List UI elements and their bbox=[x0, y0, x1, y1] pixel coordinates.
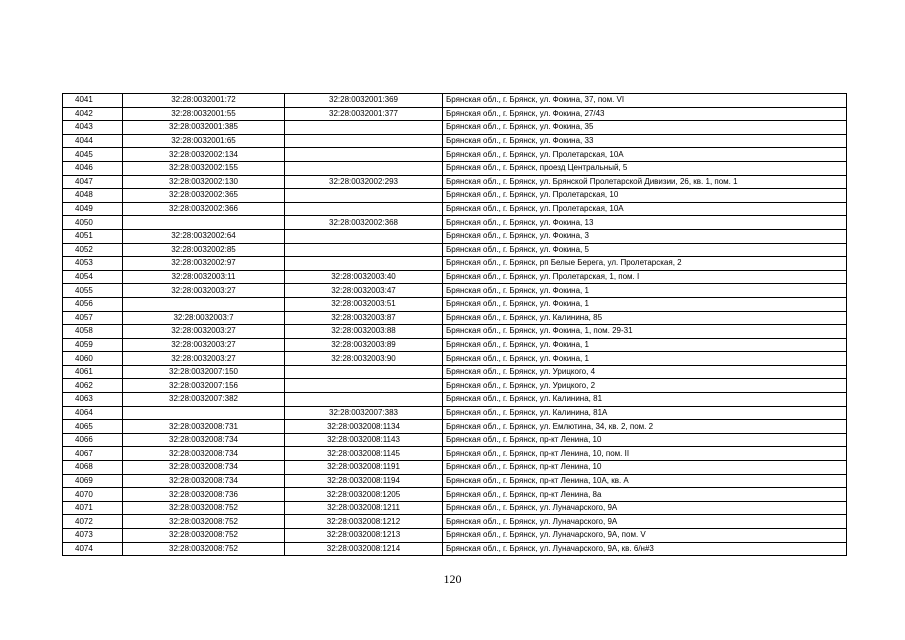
table-row bbox=[63, 352, 847, 366]
address-cell: Брянская обл., г. Брянск, рп Белые Берега, ул. Пролетарская, 2 bbox=[443, 257, 847, 271]
cadastral-number-cell: 32:28:0032008:736 bbox=[123, 488, 285, 502]
row-number-cell: 4067 bbox=[63, 447, 123, 461]
table-row bbox=[63, 501, 847, 515]
address-cell: Брянская обл., г. Брянск, ул. Фокина, 1 bbox=[443, 352, 847, 366]
cadastral-number-cell: 32:28:0032008:734 bbox=[123, 433, 285, 447]
object-cadastral-number-cell: 32:28:0032008:1143 bbox=[285, 433, 443, 447]
table-row bbox=[63, 365, 847, 379]
row-number-cell: 4045 bbox=[63, 148, 123, 162]
address-cell: Брянская обл., г. Брянск, ул. Фокина, 1, пом. 29-31 bbox=[443, 325, 847, 339]
address-cell: Брянская обл., г. Брянск, ул. Фокина, 33 bbox=[443, 134, 847, 148]
cadastral-number-cell: 32:28:0032008:752 bbox=[123, 542, 285, 556]
cadastral-number-cell: 32:28:0032008:752 bbox=[123, 529, 285, 543]
table-row bbox=[63, 542, 847, 556]
object-cadastral-number-cell: 32:28:0032008:1191 bbox=[285, 461, 443, 475]
cadastral-number-cell: 32:28:0032001:72 bbox=[123, 94, 285, 108]
table-row bbox=[63, 107, 847, 121]
cadastral-number-cell bbox=[123, 406, 285, 420]
cadastral-number-cell: 32:28:0032002:134 bbox=[123, 148, 285, 162]
address-cell: Брянская обл., г. Брянск, пр-кт Ленина, 10 bbox=[443, 433, 847, 447]
row-number-cell: 4065 bbox=[63, 420, 123, 434]
object-cadastral-number-cell: 32:28:0032003:89 bbox=[285, 338, 443, 352]
row-number-cell: 4069 bbox=[63, 474, 123, 488]
object-cadastral-number-cell: 32:28:0032007:383 bbox=[285, 406, 443, 420]
row-number-cell: 4072 bbox=[63, 515, 123, 529]
row-number-cell: 4053 bbox=[63, 257, 123, 271]
table-row bbox=[63, 515, 847, 529]
address-cell: Брянская обл., г. Брянск, ул. Урицкого, 2 bbox=[443, 379, 847, 393]
object-cadastral-number-cell bbox=[285, 202, 443, 216]
address-cell: Брянская обл., г. Брянск, пр-кт Ленина, 10 bbox=[443, 461, 847, 475]
table-row bbox=[63, 148, 847, 162]
object-cadastral-number-cell: 32:28:0032008:1134 bbox=[285, 420, 443, 434]
object-cadastral-number-cell bbox=[285, 161, 443, 175]
object-cadastral-number-cell bbox=[285, 365, 443, 379]
address-cell: Брянская обл., г. Брянск, ул. Пролетарская, 10 bbox=[443, 189, 847, 203]
cadastral-number-cell: 32:28:0032001:65 bbox=[123, 134, 285, 148]
row-number-cell: 4046 bbox=[63, 161, 123, 175]
cadastral-number-cell: 32:28:0032003:27 bbox=[123, 352, 285, 366]
object-cadastral-number-cell bbox=[285, 148, 443, 162]
address-cell: Брянская обл., г. Брянск, ул. Фокина, 1 bbox=[443, 284, 847, 298]
table-row bbox=[63, 121, 847, 135]
table-row bbox=[63, 420, 847, 434]
object-cadastral-number-cell: 32:28:0032003:87 bbox=[285, 311, 443, 325]
cadastral-number-cell: 32:28:0032007:156 bbox=[123, 379, 285, 393]
row-number-cell: 4054 bbox=[63, 270, 123, 284]
row-number-cell: 4057 bbox=[63, 311, 123, 325]
table-row bbox=[63, 433, 847, 447]
object-cadastral-number-cell: 32:28:0032001:369 bbox=[285, 94, 443, 108]
cadastral-number-cell: 32:28:0032002:130 bbox=[123, 175, 285, 189]
cadastral-number-cell: 32:28:0032007:382 bbox=[123, 393, 285, 407]
object-cadastral-number-cell bbox=[285, 229, 443, 243]
row-number-cell: 4050 bbox=[63, 216, 123, 230]
cadastral-number-cell: 32:28:0032003:27 bbox=[123, 284, 285, 298]
row-number-cell: 4070 bbox=[63, 488, 123, 502]
address-cell: Брянская обл., г. Брянск, ул. Калинина, 85 bbox=[443, 311, 847, 325]
object-cadastral-number-cell: 32:28:0032002:293 bbox=[285, 175, 443, 189]
address-cell: Брянская обл., г. Брянск, ул. Луначарского, 9А bbox=[443, 501, 847, 515]
table-row bbox=[63, 189, 847, 203]
row-number-cell: 4058 bbox=[63, 325, 123, 339]
address-cell: Брянская обл., г. Брянск, проезд Центральный, 5 bbox=[443, 161, 847, 175]
row-number-cell: 4062 bbox=[63, 379, 123, 393]
table-row bbox=[63, 338, 847, 352]
address-cell: Брянская обл., г. Брянск, ул. Фокина, 1 bbox=[443, 297, 847, 311]
table-row bbox=[63, 488, 847, 502]
object-cadastral-number-cell: 32:28:0032002:368 bbox=[285, 216, 443, 230]
cadastral-number-cell: 32:28:0032008:734 bbox=[123, 474, 285, 488]
object-cadastral-number-cell: 32:28:0032003:47 bbox=[285, 284, 443, 298]
object-cadastral-number-cell: 32:28:0032008:1205 bbox=[285, 488, 443, 502]
row-number-cell: 4044 bbox=[63, 134, 123, 148]
row-number-cell: 4073 bbox=[63, 529, 123, 543]
object-cadastral-number-cell: 32:28:0032008:1145 bbox=[285, 447, 443, 461]
row-number-cell: 4041 bbox=[63, 94, 123, 108]
object-cadastral-number-cell bbox=[285, 379, 443, 393]
table-row bbox=[63, 406, 847, 420]
table-row bbox=[63, 461, 847, 475]
cadastral-number-cell: 32:28:0032008:752 bbox=[123, 515, 285, 529]
row-number-cell: 4059 bbox=[63, 338, 123, 352]
object-cadastral-number-cell bbox=[285, 393, 443, 407]
table-row bbox=[63, 393, 847, 407]
row-number-cell: 4056 bbox=[63, 297, 123, 311]
address-cell: Брянская обл., г. Брянск, ул. Пролетарская, 1, пом. I bbox=[443, 270, 847, 284]
object-cadastral-number-cell: 32:28:0032008:1213 bbox=[285, 529, 443, 543]
cadastral-number-cell: 32:28:0032007:150 bbox=[123, 365, 285, 379]
address-cell: Брянская обл., г. Брянск, ул. Пролетарская, 10А bbox=[443, 148, 847, 162]
table-row bbox=[63, 529, 847, 543]
table-row bbox=[63, 325, 847, 339]
address-cell: Брянская обл., г. Брянск, ул. Фокина, 1 bbox=[443, 338, 847, 352]
object-cadastral-number-cell bbox=[285, 121, 443, 135]
object-cadastral-number-cell: 32:28:0032001:377 bbox=[285, 107, 443, 121]
object-cadastral-number-cell: 32:28:0032003:90 bbox=[285, 352, 443, 366]
cadastral-number-cell: 32:28:0032002:64 bbox=[123, 229, 285, 243]
address-cell: Брянская обл., г. Брянск, ул. Фокина, 27/43 bbox=[443, 107, 847, 121]
row-number-cell: 4048 bbox=[63, 189, 123, 203]
table-row bbox=[63, 297, 847, 311]
page-number: 120 bbox=[443, 572, 462, 586]
table-row bbox=[63, 447, 847, 461]
row-number-cell: 4052 bbox=[63, 243, 123, 257]
cadastral-number-cell: 32:28:0032002:366 bbox=[123, 202, 285, 216]
row-number-cell: 4061 bbox=[63, 365, 123, 379]
row-number-cell: 4051 bbox=[63, 229, 123, 243]
address-cell: Брянская обл., г. Брянск, ул. Калинина, 81 bbox=[443, 393, 847, 407]
object-cadastral-number-cell bbox=[285, 257, 443, 271]
cadastral-number-cell: 32:28:0032001:385 bbox=[123, 121, 285, 135]
object-cadastral-number-cell: 32:28:0032008:1214 bbox=[285, 542, 443, 556]
row-number-cell: 4068 bbox=[63, 461, 123, 475]
table-row bbox=[63, 379, 847, 393]
row-number-cell: 4047 bbox=[63, 175, 123, 189]
address-cell: Брянская обл., г. Брянск, ул. Луначарского, 9А bbox=[443, 515, 847, 529]
cadastral-number-cell: 32:28:0032001:55 bbox=[123, 107, 285, 121]
table-row bbox=[63, 175, 847, 189]
table-row bbox=[63, 284, 847, 298]
table-row bbox=[63, 134, 847, 148]
cadastral-number-cell: 32:28:0032008:752 bbox=[123, 501, 285, 515]
address-cell: Брянская обл., г. Брянск, пр-кт Ленина, 8а bbox=[443, 488, 847, 502]
object-cadastral-number-cell: 32:28:0032003:40 bbox=[285, 270, 443, 284]
row-number-cell: 4064 bbox=[63, 406, 123, 420]
row-number-cell: 4049 bbox=[63, 202, 123, 216]
address-cell: Брянская обл., г. Брянск, ул. Фокина, 35 bbox=[443, 121, 847, 135]
row-number-cell: 4074 bbox=[63, 542, 123, 556]
cadastral-number-cell: 32:28:0032003:11 bbox=[123, 270, 285, 284]
table-row bbox=[63, 94, 847, 108]
address-cell: Брянская обл., г. Брянск, пр-кт Ленина, 10А, кв. А bbox=[443, 474, 847, 488]
address-cell: Брянская обл., г. Брянск, ул. Фокина, 37, пом. VI bbox=[443, 94, 847, 108]
row-number-cell: 4055 bbox=[63, 284, 123, 298]
cadastral-table bbox=[62, 93, 847, 556]
table-row bbox=[63, 161, 847, 175]
row-number-cell: 4060 bbox=[63, 352, 123, 366]
cadastral-number-cell: 32:28:0032002:155 bbox=[123, 161, 285, 175]
object-cadastral-number-cell bbox=[285, 134, 443, 148]
address-cell: Брянская обл., г. Брянск, ул. Брянской Пролетарской Дивизии, 26, кв. 1, пом. 1 bbox=[443, 175, 847, 189]
row-number-cell: 4071 bbox=[63, 501, 123, 515]
cadastral-number-cell: 32:28:0032008:731 bbox=[123, 420, 285, 434]
table-row bbox=[63, 202, 847, 216]
address-cell: Брянская обл., г. Брянск, ул. Луначарского, 9А, пом. V bbox=[443, 529, 847, 543]
object-cadastral-number-cell: 32:28:0032008:1211 bbox=[285, 501, 443, 515]
object-cadastral-number-cell: 32:28:0032008:1212 bbox=[285, 515, 443, 529]
object-cadastral-number-cell: 32:28:0032008:1194 bbox=[285, 474, 443, 488]
address-cell: Брянская обл., г. Брянск, пр-кт Ленина, 10, пом. II bbox=[443, 447, 847, 461]
address-cell: Брянская обл., г. Брянск, ул. Пролетарская, 10А bbox=[443, 202, 847, 216]
cadastral-number-cell: 32:28:0032002:97 bbox=[123, 257, 285, 271]
table-body bbox=[63, 94, 847, 556]
object-cadastral-number-cell: 32:28:0032003:88 bbox=[285, 325, 443, 339]
object-cadastral-number-cell: 32:28:0032003:51 bbox=[285, 297, 443, 311]
row-number-cell: 4066 bbox=[63, 433, 123, 447]
row-number-cell: 4063 bbox=[63, 393, 123, 407]
address-cell: Брянская обл., г. Брянск, ул. Фокина, 5 bbox=[443, 243, 847, 257]
address-cell: Брянская обл., г. Брянск, ул. Фокина, 13 bbox=[443, 216, 847, 230]
cadastral-number-cell bbox=[123, 216, 285, 230]
table-row bbox=[63, 270, 847, 284]
cadastral-number-cell: 32:28:0032003:7 bbox=[123, 311, 285, 325]
address-cell: Брянская обл., г. Брянск, ул. Емлютина, 34, кв. 2, пом. 2 bbox=[443, 420, 847, 434]
cadastral-number-cell: 32:28:0032002:365 bbox=[123, 189, 285, 203]
object-cadastral-number-cell bbox=[285, 243, 443, 257]
table-row bbox=[63, 311, 847, 325]
cadastral-number-cell: 32:28:0032008:734 bbox=[123, 461, 285, 475]
cadastral-number-cell: 32:28:0032008:734 bbox=[123, 447, 285, 461]
row-number-cell: 4043 bbox=[63, 121, 123, 135]
address-cell: Брянская обл., г. Брянск, ул. Фокина, 3 bbox=[443, 229, 847, 243]
table-row bbox=[63, 257, 847, 271]
cadastral-number-cell: 32:28:0032003:27 bbox=[123, 338, 285, 352]
cadastral-number-cell: 32:28:0032003:27 bbox=[123, 325, 285, 339]
table-row bbox=[63, 474, 847, 488]
address-cell: Брянская обл., г. Брянск, ул. Урицкого, 4 bbox=[443, 365, 847, 379]
table-row bbox=[63, 243, 847, 257]
table-row bbox=[63, 229, 847, 243]
row-number-cell: 4042 bbox=[63, 107, 123, 121]
address-cell: Брянская обл., г. Брянск, ул. Калинина, 81А bbox=[443, 406, 847, 420]
table-row bbox=[63, 216, 847, 230]
object-cadastral-number-cell bbox=[285, 189, 443, 203]
cadastral-number-cell: 32:28:0032002:85 bbox=[123, 243, 285, 257]
address-cell: Брянская обл., г. Брянск, ул. Луначарского, 9А, кв. 6/н#3 bbox=[443, 542, 847, 556]
cadastral-number-cell bbox=[123, 297, 285, 311]
